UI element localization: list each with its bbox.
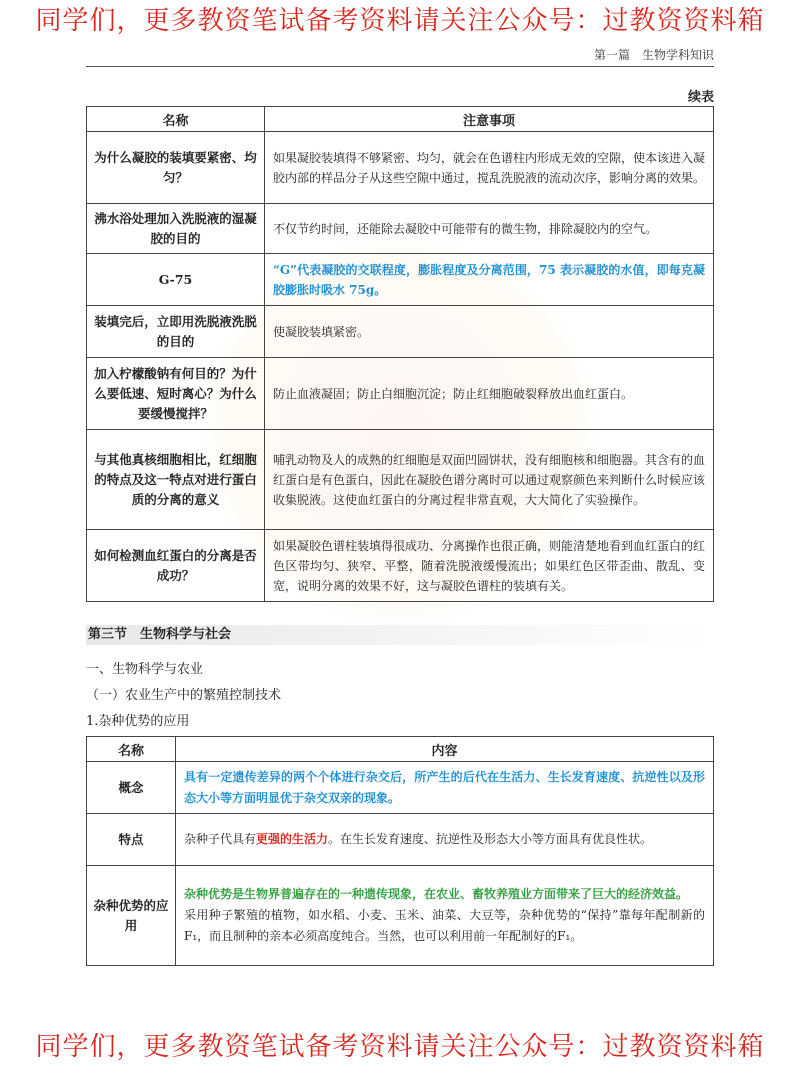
- row-note: 使凝胶装填紧密。: [265, 306, 714, 358]
- row-content: [176, 814, 714, 866]
- notes-table: [86, 106, 714, 602]
- row-name: 装填完后，立即用洗脱液洗脱的目的: [87, 306, 265, 358]
- table-row: [87, 204, 714, 254]
- table-header-row: [87, 107, 714, 132]
- row-content: [176, 866, 714, 966]
- table-row: [87, 430, 714, 530]
- continued-label: 续表: [687, 90, 714, 105]
- table-row: [87, 866, 714, 966]
- row-name: 沸水浴处理加入洗脱液的湿凝胶的目的: [87, 204, 265, 254]
- content-suffix: 。在生长发育速度、抗逆性及形态大小等方面具有优良性状。: [328, 832, 653, 846]
- column-header-name: 名称: [87, 737, 176, 762]
- table-row: [87, 530, 714, 602]
- row-name: 加入柠檬酸钠有何目的？为什么要低速、短时离心？为什么要缓慢搅拌？: [87, 358, 265, 430]
- heading-level-2: （一）农业生产中的繁殖控制技术: [86, 688, 282, 703]
- heading-level-3: 1.杂种优势的应用: [86, 714, 190, 729]
- row-name: 特点: [87, 814, 176, 866]
- content-emphasis: 更强的生活力: [256, 832, 329, 846]
- row-name: 与其他真核细胞相比，红细胞的特点及这一特点对进行蛋白质的分离的意义: [87, 430, 265, 530]
- row-note: 如果凝胶色谱柱装填得很成功、分离操作也很正确，则能清楚地看到血红蛋白的红色区带均匀、狭窄、平整，随着洗脱液缓慢流出；如果红色区带歪曲、散乱、变宽，说明分离的效果不好，这与凝胶色谱柱的装填有关。: [265, 530, 714, 602]
- running-head: 第一篇 生物学科知识: [593, 48, 714, 62]
- table-row: [87, 254, 714, 306]
- row-name: 如何检测血红蛋白的分离是否成功？: [87, 530, 265, 602]
- heading-level-1: 一、生物科学与农业: [86, 662, 204, 677]
- row-name: 杂种优势的应用: [87, 866, 176, 966]
- content-normal: 采用种子繁殖的植物，如水稻、小麦、玉米、油菜、大豆等，杂种优势的“保持”靠每年配制新的F₁，而且制种的亲本必须高度纯合。当然，也可以利用前一年配制好的F₁。: [184, 908, 705, 943]
- row-note: 哺乳动物及人的成熟的红细胞是双面凹圆饼状，没有细胞核和细胞器。其含有的血红蛋白是有色蛋白，因此在凝胶色谱分离时可以通过观察颜色来判断什么时候应该收集脱液。这使血红蛋白的分离过程非常直观，大大简化了实验操作。: [265, 430, 714, 530]
- row-name: G-75: [87, 254, 265, 306]
- promo-banner-top: 同学们，更多教资笔试备考资料请关注公众号：过教资资料箱: [35, 6, 765, 36]
- table-row: [87, 306, 714, 358]
- column-header-content: 内容: [176, 737, 714, 762]
- table-row: [87, 814, 714, 866]
- row-name: 为什么凝胶的装填要紧密、均匀？: [87, 132, 265, 204]
- content-green-highlight: 杂种优势是生物界普遍存在的一种遗传现象，在农业、畜牧养殖业方面带来了巨大的经济效益。: [184, 887, 689, 901]
- column-header-notes: 注意事项: [265, 107, 714, 132]
- heterosis-table: [86, 736, 714, 966]
- table-row: [87, 762, 714, 814]
- table-row: [87, 132, 714, 204]
- header-divider: [86, 66, 714, 67]
- section-title-bar: [86, 625, 714, 645]
- row-note: 防止血液凝固；防止白细胞沉淀；防止红细胞破裂释放出血红蛋白。: [265, 358, 714, 430]
- section-title: 第三节 生物科学与社会: [88, 627, 232, 642]
- row-note: 如果凝胶装填得不够紧密、均匀，就会在色谱柱内形成无效的空隙，使本该进入凝胶内部的样品分子从这些空隙中通过，搅乱洗脱液的流动次序，影响分离的效果。: [265, 132, 714, 204]
- row-note-highlight: “G”代表凝胶的交联程度，膨胀程度及分离范围，75 表示凝胶的水值，即每克凝胶膨胀时吸水 75g。: [265, 254, 714, 306]
- column-header-name: 名称: [87, 107, 265, 132]
- content-prefix: 杂种子代具有: [184, 832, 257, 846]
- row-name: 概念: [87, 762, 176, 814]
- row-note: 不仅节约时间，还能除去凝胶中可能带有的微生物，排除凝胶内的空气。: [265, 204, 714, 254]
- table-row: [87, 358, 714, 430]
- promo-banner-bottom: 同学们，更多教资笔试备考资料请关注公众号：过教资资料箱: [35, 1032, 765, 1062]
- row-content-highlight: 具有一定遗传差异的两个个体进行杂交后，所产生的后代在生活力、生长发育速度、抗逆性以及形态大小等方面明显优于杂交双亲的现象。: [176, 762, 714, 814]
- table-header-row: [87, 737, 714, 762]
